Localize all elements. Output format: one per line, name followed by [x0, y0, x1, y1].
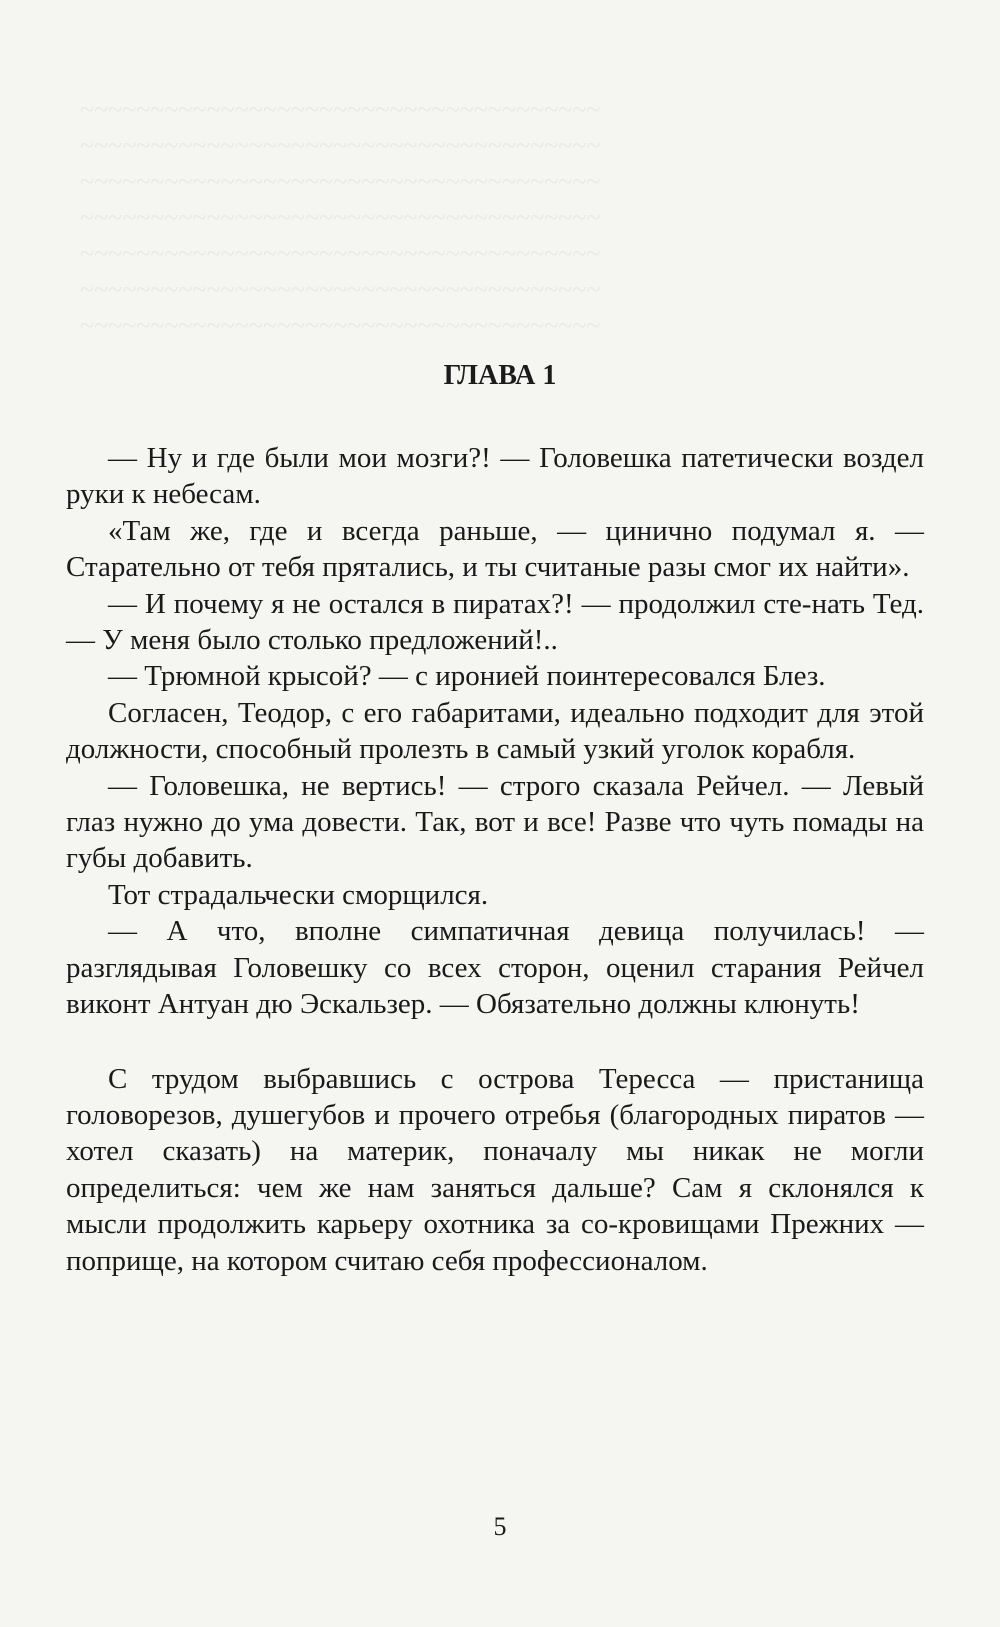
paragraph: — Головешка, не вертись! — строго сказала Рейчел. — Левый глаз нужно до ума довести. Так, вот и все! Разве что чуть помады на губы добавить.	[66, 769, 924, 875]
paragraph: — И почему я не остался в пиратах?! — продолжил сте-нать Тед. — У меня было столько предложений!..	[66, 587, 924, 657]
chapter-title: ГЛАВА 1	[443, 360, 557, 391]
paragraph: — Трюмной крысой? — с иронией поинтересовался Блез.	[108, 660, 826, 693]
paragraph: — Ну и где были мои мозги?! — Головешка патетически воздел руки к небесам.	[66, 442, 924, 511]
paragraph: Согласен, Теодор, с его габаритами, идеально подходит для этой должности, способный пролезть в самый узкий уголок корабля.	[66, 696, 924, 766]
body-text	[66, 440, 924, 1279]
reverse-side-bleed-through: ~~~~~~~~~~~~~~~~~~~~~~~~~~~~~~~~~~~~~ ~~~~~~~~~~~~~~~~~~~~~~~~~~~~~~~~~~~~~ ~~~~~~~~~~~~~~~~~~~~~~~~~~~~~~~~~~~~~ ~~~~~~~~~~~~~~~~~~~~~~~~~~~~~~~~~~~~~ ~~~~~~~~~~~~~~~~~~~~~~~~~~~~~~~~~~~~~ ~~~~~~~~~~~~~~~~~~~~~~~~~~~~~~~~~~~~~ ~~~~~~~~~~~~~~~~~~~~~~~~~~~~~~~~~~~~~	[80, 95, 601, 340]
paragraph: «Там же, где и всегда раньше, — цинично подумал я. — Старательно от тебя прятались, и ты считаные разы смог их найти».	[66, 514, 924, 584]
page-number: 5	[493, 1512, 507, 1541]
paragraph: — А что, вполне симпатичная девица получилась! — разглядывая Головешку со всех сторон, оценил старания Рейчел виконт Антуан дю Эскальзер. — Обязательно должны клюнуть!	[66, 915, 924, 1021]
paragraph: С трудом выбравшись с острова Тересса — пристанища головорезов, душегубов и прочего отребья (благородных пиратов — хотел сказать) на материк, поначалу мы никак не могли определиться: чем же нам заняться дальше? Сам я склонялся к мысли продолжить карьеру охотника за со-кровищами Прежних — поприще, на котором считаю себя профессионалом.	[66, 1062, 924, 1277]
paragraph: Тот страдальчески сморщился.	[108, 878, 489, 911]
